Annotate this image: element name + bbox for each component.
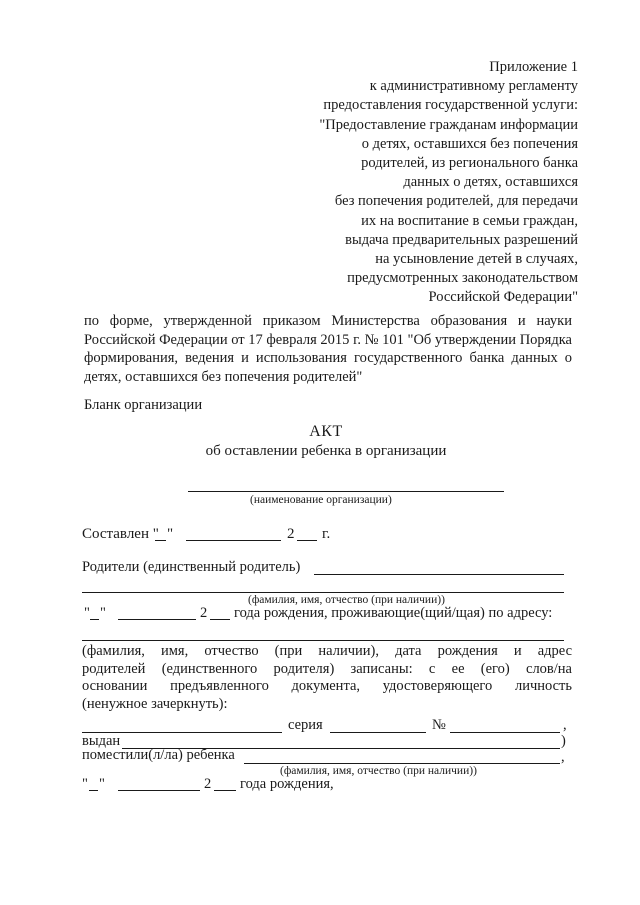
child-comma: , <box>561 749 565 765</box>
act-subtitle: об оставлении ребенка в организации <box>205 443 447 459</box>
header-line: без попечения родителей, для передачи <box>334 193 578 210</box>
child-name-line[interactable] <box>244 763 560 764</box>
series-line[interactable] <box>330 732 426 733</box>
parents-fio-hint: (фамилия, имя, отчество (при наличии)) <box>248 594 445 606</box>
org-name-line[interactable] <box>188 491 504 492</box>
org-name-hint: (наименование организации) <box>250 494 392 506</box>
child-birth-quote-open: " <box>82 776 88 792</box>
header-line: "Предоставление гражданам информации <box>319 116 578 133</box>
paragraph-line: основании предъявленного документа, удостоверяющего личность <box>82 678 572 695</box>
composed-year-suffix: г. <box>322 526 331 542</box>
series-label: серия <box>288 717 323 733</box>
child-birth-year-text: года рождения, <box>240 776 334 792</box>
issued-label: выдан <box>82 733 121 749</box>
form-basis-text: по форме, утвержденной приказом Министерства образования и науки Российской Федерации от 17 февраля 2015 г. № 101 "Об утверждении Порядка формирования, ведения и использования государственного банка данных о детях, оставшихся без попечения родителей" <box>84 313 572 385</box>
series-comma: , <box>563 717 567 733</box>
recording-basis-paragraph <box>82 643 572 696</box>
header-line: родителей, из регионального банка <box>361 155 578 172</box>
child-birth-year-line[interactable] <box>214 790 236 791</box>
act-title: АКТ <box>309 423 343 440</box>
composed-day-line[interactable] <box>155 540 166 541</box>
header-line: к административному регламенту <box>369 78 578 95</box>
number-label: № <box>432 717 446 733</box>
number-line[interactable] <box>450 732 560 733</box>
header-line: о детях, оставшихся без попечения <box>361 135 578 152</box>
header-line: предусмотренных законодательством <box>347 270 578 287</box>
issued-close-paren: ) <box>561 733 566 749</box>
child-birth-month-line[interactable] <box>118 790 200 791</box>
birth-year-line[interactable] <box>210 619 230 620</box>
paragraph-line: (фамилия, имя, отчество (при наличии), дата рождения и адрес <box>82 643 572 659</box>
composed-year-line[interactable] <box>297 540 317 541</box>
paragraph-line: родителей (единственного родителя) записаны: с ее (его) слов/на <box>82 660 572 677</box>
birth-day-line[interactable] <box>90 619 99 620</box>
composed-label: Составлен " <box>82 526 159 542</box>
parents-label: Родители (единственный родитель) <box>82 559 301 575</box>
appendix-header <box>298 58 578 308</box>
parents-line-1[interactable] <box>314 574 564 575</box>
child-birth-day-line[interactable] <box>89 790 98 791</box>
header-line: Приложение 1 <box>489 59 578 75</box>
birth-address-text: года рождения, проживающие(щий/щая) по адресу: <box>234 605 553 621</box>
birth-year-prefix: 2 <box>200 605 208 621</box>
parents-line-2[interactable] <box>82 592 564 593</box>
header-line: Российской Федерации" <box>428 289 578 306</box>
child-birth-year-prefix: 2 <box>204 776 212 792</box>
header-line: на усыновление детей в случаях, <box>375 251 578 268</box>
header-line: данных о детях, оставшихся <box>403 174 578 191</box>
birth-quote-open: " <box>84 605 90 621</box>
placed-child-label: поместили(л/ла) ребенка <box>82 747 235 763</box>
child-birth-quote-close: " <box>99 776 105 792</box>
header-line: предоставления государственной услуги: <box>323 97 578 114</box>
birth-quote-close: " <box>100 605 106 621</box>
organization-letterhead-label: Бланк организации <box>84 397 203 413</box>
child-fio-hint: (фамилия, имя, отчество (при наличии)) <box>280 765 477 777</box>
composed-month-line[interactable] <box>186 540 281 541</box>
address-line[interactable] <box>82 640 564 641</box>
paragraph-last-line: (ненужное зачеркнуть): <box>82 696 228 712</box>
composed-year-prefix: 2 <box>287 526 295 542</box>
birth-month-line[interactable] <box>118 619 196 620</box>
header-line: их на воспитание в семьи граждан, <box>361 212 578 229</box>
composed-quote: " <box>167 526 174 542</box>
header-line: выдача предварительных разрешений <box>345 231 578 248</box>
